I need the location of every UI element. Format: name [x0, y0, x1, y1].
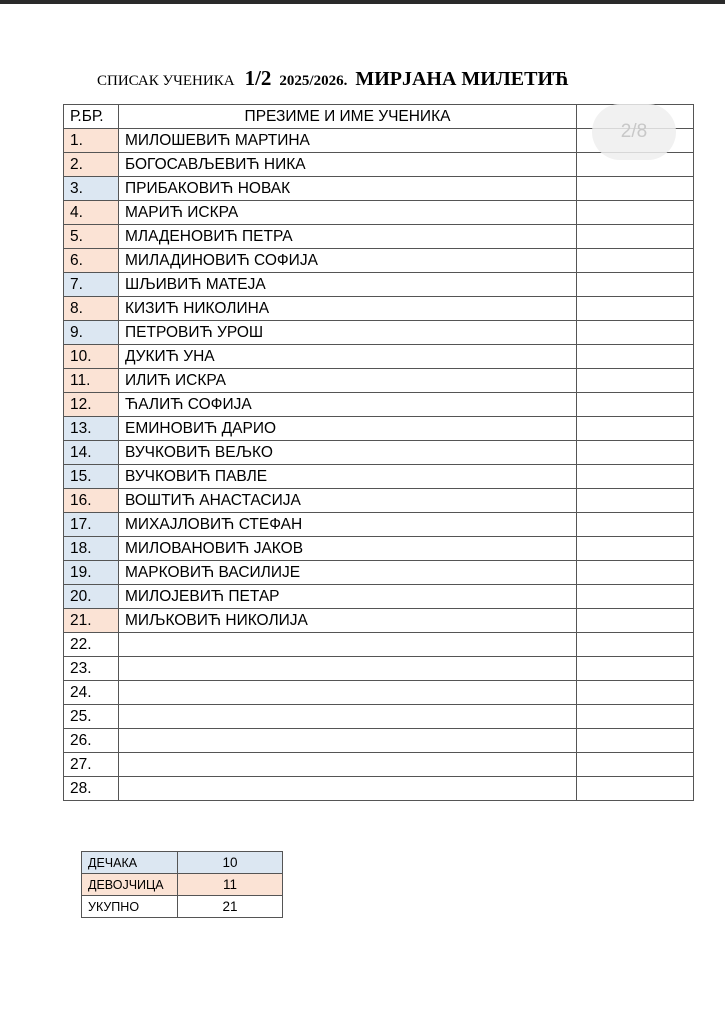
summary-table: [81, 851, 283, 918]
extra-cell: [577, 681, 694, 705]
student-name: ШЉИВИЋ МАТЕЈА: [119, 273, 577, 297]
table-row: [64, 369, 694, 393]
row-number: 13.: [64, 417, 119, 441]
girls-count: 11: [178, 874, 283, 896]
table-row: [64, 705, 694, 729]
table-row: [64, 153, 694, 177]
student-name: МИЉКОВИЋ НИКОЛИЈА: [119, 609, 577, 633]
student-name: ИЛИЋ ИСКРА: [119, 369, 577, 393]
extra-cell: [577, 393, 694, 417]
row-number: 5.: [64, 225, 119, 249]
row-number: 25.: [64, 705, 119, 729]
extra-cell: [577, 705, 694, 729]
row-number: 27.: [64, 753, 119, 777]
extra-cell: [577, 345, 694, 369]
student-name: ВОШТИЋ АНАСТАСИЈА: [119, 489, 577, 513]
row-number: 14.: [64, 441, 119, 465]
extra-cell: [577, 273, 694, 297]
girls-label: ДЕВОЈЧИЦА: [82, 874, 178, 896]
table-row: [64, 393, 694, 417]
row-number: 20.: [64, 585, 119, 609]
student-name: [119, 633, 577, 657]
boys-count: 10: [178, 852, 283, 874]
header-number: Р.БР.: [64, 105, 119, 129]
student-list-table: [63, 104, 694, 801]
student-name: МИЛОЈЕВИЋ ПЕТАР: [119, 585, 577, 609]
table-row: [64, 249, 694, 273]
extra-cell: [577, 729, 694, 753]
title-teacher: МИРЈАНА МИЛЕТИЋ: [355, 68, 569, 90]
extra-cell: [577, 369, 694, 393]
row-number: 24.: [64, 681, 119, 705]
extra-cell: [577, 513, 694, 537]
summary-row-girls: [82, 874, 283, 896]
extra-cell: [577, 585, 694, 609]
row-number: 17.: [64, 513, 119, 537]
extra-cell: [577, 633, 694, 657]
extra-cell: [577, 249, 694, 273]
summary-row-total: [82, 896, 283, 918]
table-row: [64, 609, 694, 633]
extra-cell: [577, 609, 694, 633]
row-number: 28.: [64, 777, 119, 801]
table-row: [64, 489, 694, 513]
boys-label: ДЕЧАКА: [82, 852, 178, 874]
table-row: [64, 657, 694, 681]
extra-cell: [577, 561, 694, 585]
row-number: 11.: [64, 369, 119, 393]
extra-cell: [577, 417, 694, 441]
row-number: 3.: [64, 177, 119, 201]
extra-cell: [577, 537, 694, 561]
title-year: 2025/2026.: [279, 73, 348, 89]
extra-cell: [577, 657, 694, 681]
row-number: 6.: [64, 249, 119, 273]
student-name: [119, 777, 577, 801]
table-row: [64, 513, 694, 537]
row-number: 4.: [64, 201, 119, 225]
table-row: [64, 681, 694, 705]
table-row: [64, 345, 694, 369]
total-label: УКУПНО: [82, 896, 178, 918]
student-name: МИХАЈЛОВИЋ СТЕФАН: [119, 513, 577, 537]
extra-cell: [577, 465, 694, 489]
student-name: МАРИЋ ИСКРА: [119, 201, 577, 225]
extra-cell: [577, 777, 694, 801]
row-number: 10.: [64, 345, 119, 369]
table-row: [64, 441, 694, 465]
row-number: 23.: [64, 657, 119, 681]
student-name: КИЗИЋ НИКОЛИНА: [119, 297, 577, 321]
table-row: [64, 297, 694, 321]
student-name: [119, 705, 577, 729]
table-row: [64, 201, 694, 225]
summary-row-boys: [82, 852, 283, 874]
student-name: ЕМИНОВИЋ ДАРИО: [119, 417, 577, 441]
student-name: [119, 681, 577, 705]
table-row: [64, 777, 694, 801]
title-class: 1/2: [244, 66, 272, 90]
table-row: [64, 561, 694, 585]
total-count: 21: [178, 896, 283, 918]
row-number: 21.: [64, 609, 119, 633]
table-row: [64, 465, 694, 489]
row-number: 12.: [64, 393, 119, 417]
student-name: ПРИБАКОВИЋ НОВАК: [119, 177, 577, 201]
student-name: МИЛОШЕВИЋ МАРТИНА: [119, 129, 577, 153]
extra-cell: [577, 441, 694, 465]
table-row: [64, 225, 694, 249]
student-name: МЛАДЕНОВИЋ ПЕТРА: [119, 225, 577, 249]
student-name: ВУЧКОВИЋ ВЕЉКО: [119, 441, 577, 465]
student-name: ПЕТРОВИЋ УРОШ: [119, 321, 577, 345]
extra-cell: [577, 225, 694, 249]
row-number: 16.: [64, 489, 119, 513]
row-number: 7.: [64, 273, 119, 297]
extra-cell: [577, 177, 694, 201]
row-number: 9.: [64, 321, 119, 345]
student-name: МИЛОВАНОВИЋ ЈАКОВ: [119, 537, 577, 561]
table-row: [64, 729, 694, 753]
extra-cell: [577, 201, 694, 225]
student-name: [119, 657, 577, 681]
row-number: 15.: [64, 465, 119, 489]
table-row: [64, 417, 694, 441]
student-name: ДУКИЋ УНА: [119, 345, 577, 369]
student-name: [119, 753, 577, 777]
row-number: 22.: [64, 633, 119, 657]
extra-cell: [577, 321, 694, 345]
extra-cell: [577, 489, 694, 513]
header-name: ПРЕЗИМЕ И ИМЕ УЧЕНИКА: [119, 105, 577, 129]
row-number: 8.: [64, 297, 119, 321]
table-row: [64, 633, 694, 657]
table-row: [64, 585, 694, 609]
student-name: МАРКОВИЋ ВАСИЛИЈЕ: [119, 561, 577, 585]
student-name: МИЛАДИНОВИЋ СОФИЈА: [119, 249, 577, 273]
student-name: ЋАЛИЋ СОФИЈА: [119, 393, 577, 417]
student-name: БОГОСАВЉЕВИЋ НИКА: [119, 153, 577, 177]
row-number: 18.: [64, 537, 119, 561]
extra-cell: [577, 753, 694, 777]
table-row: [64, 321, 694, 345]
student-name: [119, 729, 577, 753]
top-edge-bar: [0, 0, 725, 4]
table-row: [64, 753, 694, 777]
table-row: [64, 177, 694, 201]
row-number: 1.: [64, 129, 119, 153]
row-number: 2.: [64, 153, 119, 177]
table-row: [64, 537, 694, 561]
page-indicator: 2/8: [592, 104, 676, 160]
extra-cell: [577, 297, 694, 321]
row-number: 26.: [64, 729, 119, 753]
document-title: [97, 66, 697, 96]
student-name: ВУЧКОВИЋ ПАВЛЕ: [119, 465, 577, 489]
title-label: СПИСАК УЧЕНИКА: [97, 73, 235, 89]
row-number: 19.: [64, 561, 119, 585]
table-row: [64, 273, 694, 297]
